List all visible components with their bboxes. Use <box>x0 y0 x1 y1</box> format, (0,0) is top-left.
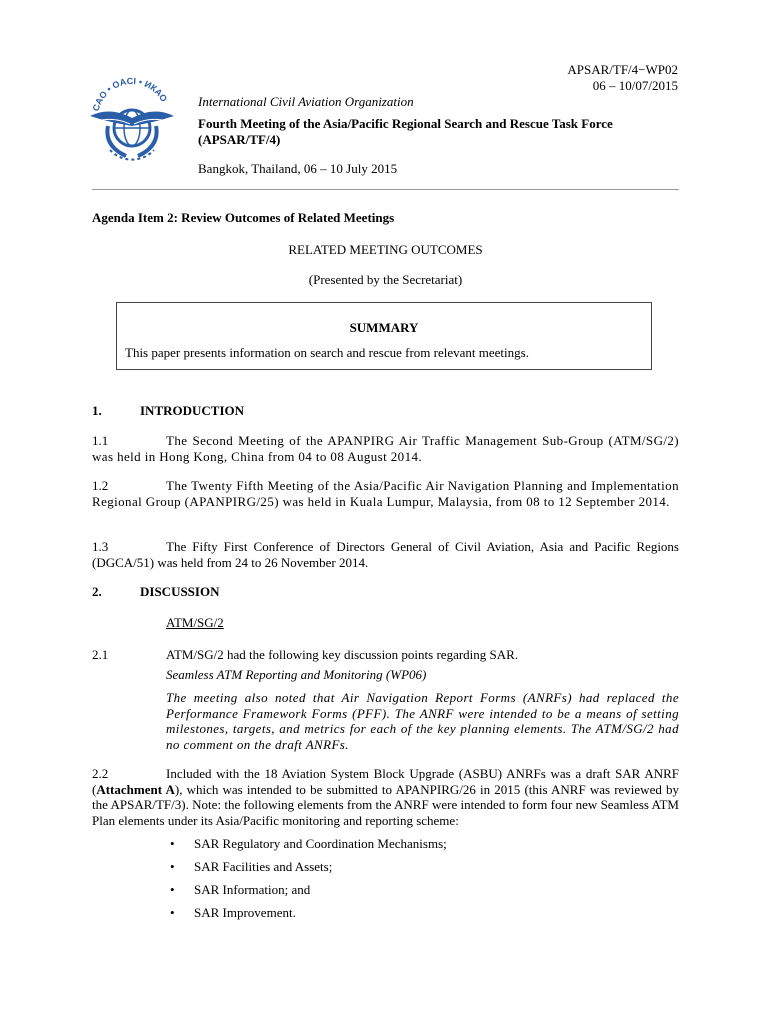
list-item: • SAR Regulatory and Coordination Mechanisms; <box>170 836 447 851</box>
paragraph-2-1-subheading: Seamless ATM Reporting and Monitoring (WP06) <box>166 667 427 682</box>
paragraph-1-3-text: The Fifty First Conference of Directors General of Civil Aviation, Asia and Pacific Regions (DGCA/51) was held from 24 to 26 November 2014. <box>92 539 679 570</box>
paper-title: RELATED MEETING OUTCOMES <box>288 242 483 257</box>
section-1-title: INTRODUCTION <box>140 403 245 418</box>
bullet-icon: • <box>170 882 175 897</box>
atm-sg-2-heading: ATM/SG/2 <box>166 615 224 630</box>
organization-name: International Civil Aviation Organization <box>198 94 414 109</box>
paragraph-1-2-number: 1.2 <box>92 478 109 493</box>
presented-by: (Presented by the Secretariat) <box>308 272 463 287</box>
paragraph-2-1-number: 2.1 <box>92 647 109 662</box>
section-2-title: DISCUSSION <box>140 584 220 599</box>
bullet-icon: • <box>170 859 175 874</box>
section-2-number: 2. <box>92 584 102 599</box>
paragraph-1-1 <box>92 433 679 464</box>
icao-logo-icon <box>80 66 184 170</box>
document-reference: APSAR/TF/4−WP02 <box>567 62 678 77</box>
summary-box <box>116 302 652 370</box>
attachment-a-reference: Attachment A <box>96 781 175 797</box>
list-item: • SAR Information; and <box>170 882 311 897</box>
list-item: • SAR Improvement. <box>170 905 296 920</box>
paragraph-1-3-number: 1.3 <box>92 539 109 554</box>
paragraph-2-1-text: ATM/SG/2 had the following key discussion points regarding SAR. <box>166 647 519 662</box>
sar-elements-list <box>166 836 666 928</box>
agenda-item: Agenda Item 2: Review Outcomes of Related Meetings <box>92 210 395 225</box>
list-item: • SAR Facilities and Assets; <box>170 859 333 874</box>
paragraph-1-1-number: 1.1 <box>92 433 109 448</box>
header-divider <box>92 189 679 190</box>
paragraph-1-1-text: The Second Meeting of the APANPIRG Air Traffic Management Sub-Group (ATM/SG/2) was held in Hong Kong, China from 04 to 08 August 2014. <box>92 433 679 464</box>
paragraph-1-3 <box>92 539 679 570</box>
paragraph-2-2-number: 2.2 <box>92 766 109 781</box>
document-date: 06 – 10/07/2015 <box>592 78 678 93</box>
paragraph-2-2-text: Included with the 18 Aviation System Block Upgrade (ASBU) ANRFs was a draft SAR ANRF (Attachment A), which was intended to be submitted to APANPIRG/26 in 2015 (this ANRF was reviewed by the APSAR/TF/3). Note: the following elements from the ANRF were intended to form four new Seamless ATM Plan elements under its Asia/Pacific monitoring and reporting scheme: <box>92 766 679 828</box>
section-1-number: 1. <box>92 403 102 418</box>
paragraph-1-2 <box>92 478 679 509</box>
bullet-icon: • <box>170 905 175 920</box>
meeting-location-dates: Bangkok, Thailand, 06 – 10 July 2015 <box>198 161 398 176</box>
paragraph-2-1-quote: The meeting also noted that Air Navigation Report Forms (ANRFs) had replaced the Performance Framework Forms (PFF). The ANRF were intended to be a means of setting milestones, targets, and metrics for each of the key planning elements. The ATM/SG/2 had no comment on the draft ANRFs. <box>166 690 679 752</box>
bullet-icon: • <box>170 836 175 851</box>
meeting-title: Fourth Meeting of the Asia/Pacific Regional Search and Rescue Task Force (APSAR/TF/4) <box>198 116 613 147</box>
paragraph-1-2-text: The Twenty Fifth Meeting of the Asia/Pacific Air Navigation Planning and Implementation Regional Group (APANPIRG/25) was held in Kuala Lumpur, Malaysia, from 08 to 12 September 2014. <box>92 478 679 509</box>
summary-heading: SUMMARY <box>349 320 419 335</box>
svg-text:CAO • OACI • ИКАО: CAO • OACI • ИКАО <box>90 75 170 113</box>
paragraph-2-2 <box>92 766 679 828</box>
summary-text: This paper presents information on search and rescue from relevant meetings. <box>125 345 529 360</box>
